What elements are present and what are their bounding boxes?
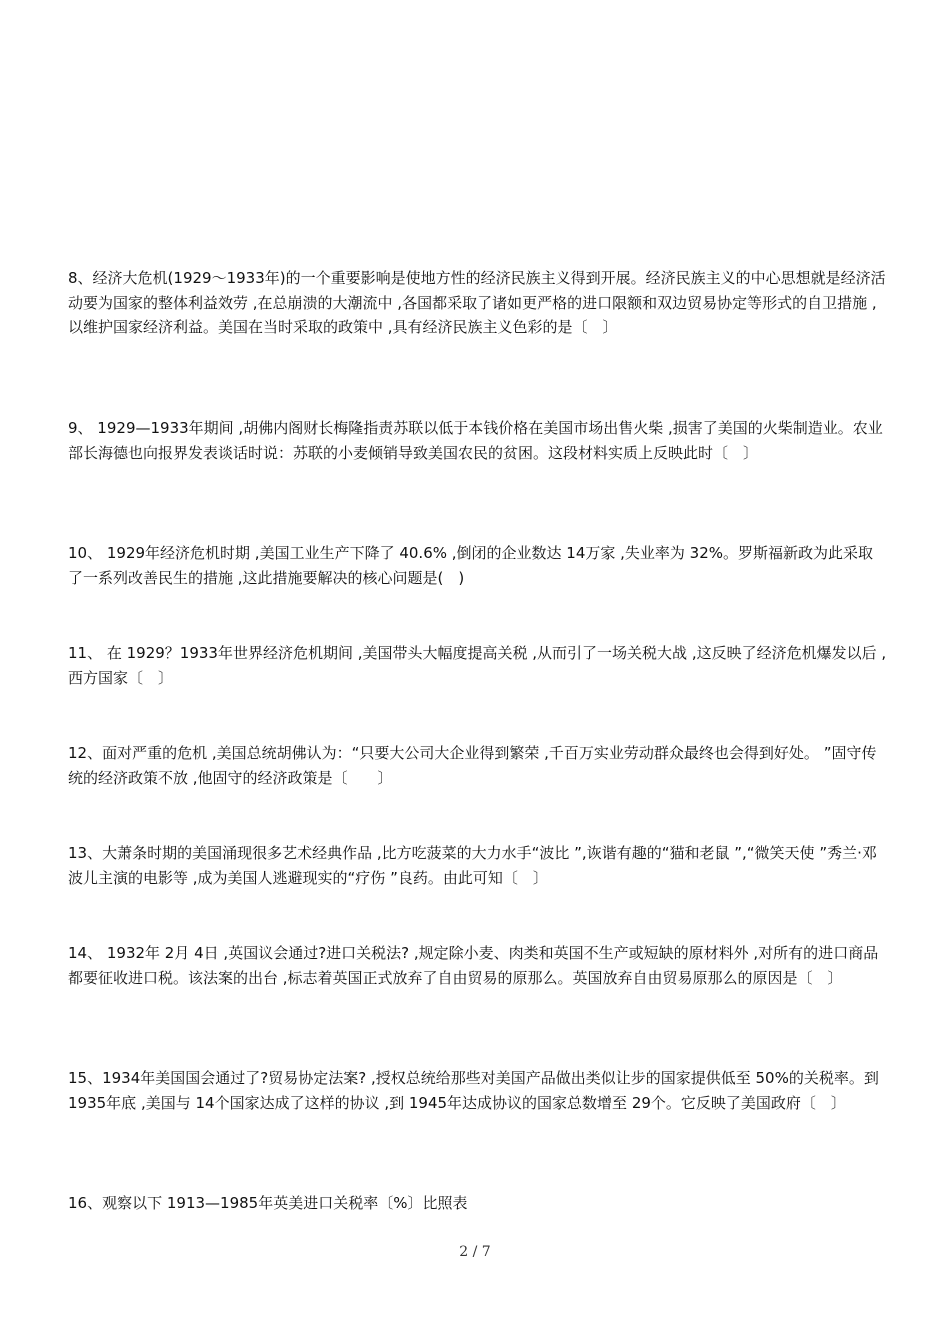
- question-stem: 15、1934年美国国会通过了?贸易协定法案? ,授权总统给那些对美国产品做出类似让步的国家提供低至 50%的关税率。到 1935年底 ,美国与 14个国家达成了这样的协议 ,到 1945年达成协议的国家总数增至 29个。它反映了美国政府〔 〕: [68, 1069, 879, 1112]
- question-stem: 14、 1932年 2月 4日 ,英国议会通过?进口关税法? ,规定除小麦、肉类和英国不生产或短缺的原材料外 ,对所有的进口商品都要征收进口税。该法案的出台 ,标志着英国正式放弃了自由贸易的原那么。英国放弃自由贸易原那么的原因是〔 〕: [68, 944, 879, 987]
- page-number: 2 / 7: [459, 1244, 491, 1260]
- question-stem: 10、 1929年经济危机时期 ,美国工业生产下降了 40.6% ,倒闭的企业数达 14万家 ,失业率为 32%。罗斯福新政为此采取了一系列改善民生的措施 ,这此措施要解决的核心问题是( ): [68, 544, 874, 587]
- question-stem: 8、经济大危机(1929～1933年)的一个重要影响是使地方性的经济民族主义得到开展。经济民族主义的中心思想就是经济活动要为国家的整体利益效劳 ,在总崩溃的大潮流中 ,各国都采取了诸如更严格的进口限额和双边贸易协定等形式的自卫措施 ,以维护国家经济利益。美国在当时采取的政策中 ,具有经济民族主义色彩的是〔 〕: [68, 269, 886, 336]
- question-stem: 11、 在 1929？1933年世界经济危机期间 ,美国带头大幅度提高关税 ,从而引了一场关税大战 ,这反映了经济危机爆发以后 ,西方国家〔 〕: [68, 644, 887, 687]
- question-stem: 12、面对严重的危机 ,美国总统胡佛认为：“只要大公司大企业得到繁荣 ,千百万实业劳动群众最终也会得到好处。 ”固守传统的经济政策不放 ,他固守的经济政策是〔 〕: [68, 744, 877, 787]
- question-stem: 13、大萧条时期的美国涌现很多艺术经典作品 ,比方吃菠菜的大力水手“波比 ”,诙谐有趣的“猫和老鼠 ”,“微笑天使 ”秀兰·邓波儿主演的电影等 ,成为美国人逃避现实的“疗伤 ”良药。由此可知〔 〕: [68, 844, 877, 887]
- question-stem: 9、 1929—1933年期间 ,胡佛内阁财长梅隆指责苏联以低于本钱价格在美国市场出售火柴 ,损害了美国的火柴制造业。农业部长海德也向报界发表谈话时说：苏联的小麦倾销导致美国农民的贫困。这段材料实质上反映此时〔 〕: [68, 419, 883, 462]
- question-stem: 16、观察以下 1913—1985年英美进口关税率〔%〕比照表: [68, 1194, 468, 1212]
